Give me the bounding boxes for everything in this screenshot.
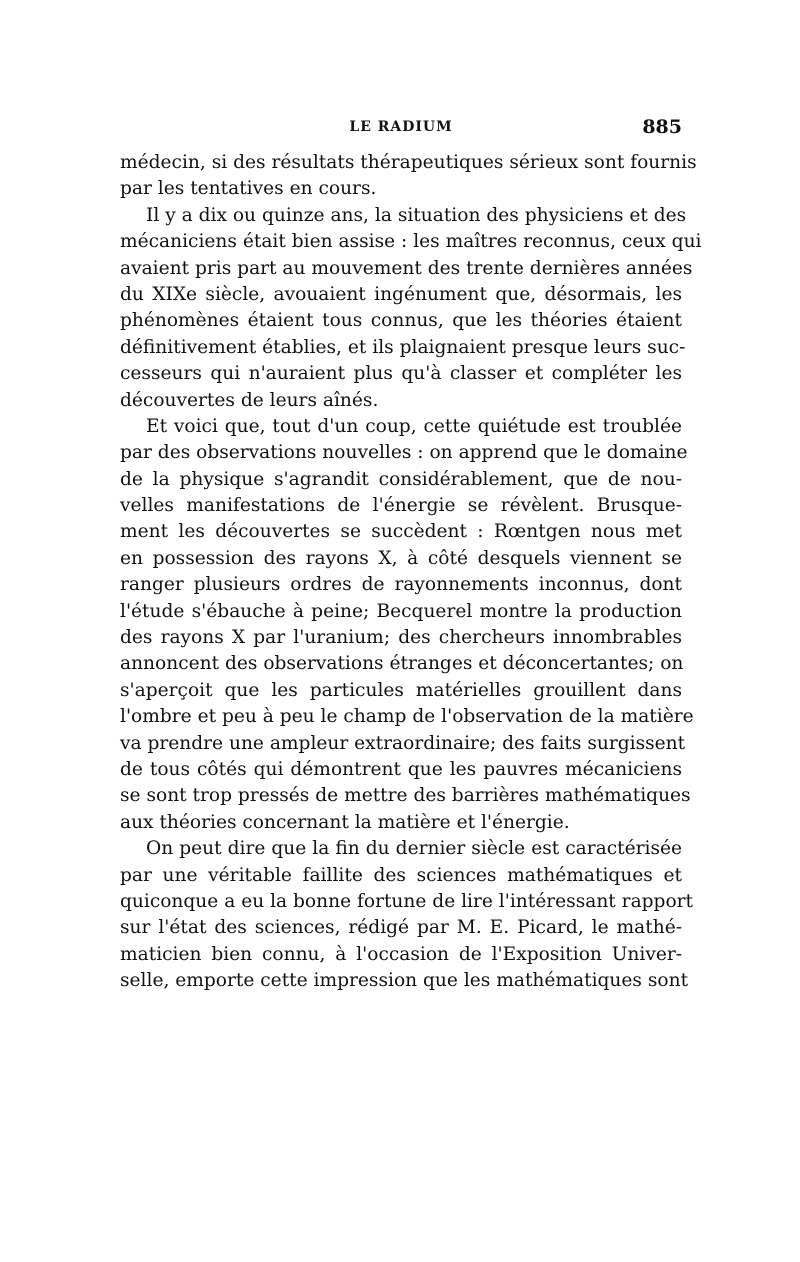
text-line: de tous côtés qui démontrent que les pauvres mécaniciens bbox=[120, 758, 682, 780]
text-line: définitivement établies, et ils plaignaient presque leurs suc- bbox=[120, 336, 686, 358]
text-line: du XIXe siècle, avouaient ingénument que, désormais, les bbox=[120, 283, 682, 305]
text-line: va prendre une ampleur extraordinaire; des faits surgissent bbox=[120, 732, 686, 754]
text-line: par les tentatives en cours. bbox=[120, 178, 377, 200]
text-line: découvertes de leurs aînés. bbox=[120, 389, 379, 411]
text-line: velles manifestations de l'énergie se révèlent. Brusque- bbox=[120, 495, 682, 517]
text-line: cesseurs qui n'auraient plus qu'à classer et compléter les bbox=[120, 363, 682, 385]
text-line: Il y a dix ou quinze ans, la situation des physiciens et des bbox=[146, 204, 687, 226]
text-line: par des observations nouvelles : on apprend que le domaine bbox=[120, 442, 688, 464]
text-line: phénomènes étaient tous connus, que les théories étaient bbox=[120, 310, 682, 332]
text-line: avaient pris part au mouvement des trente dernières années bbox=[120, 257, 693, 279]
text-line: s'aperçoit que les particules matérielles grouillent dans bbox=[120, 679, 682, 701]
text-line: ranger plusieurs ordres de rayonnements inconnus, dont bbox=[120, 574, 682, 596]
text-line: Et voici que, tout d'un coup, cette quiétude est troublée bbox=[146, 415, 682, 437]
text-line: quiconque a eu la bonne fortune de lire l'intéressant rapport bbox=[120, 890, 694, 912]
running-title: LE RADIUM bbox=[349, 119, 453, 135]
text-line: On peut dire que la fin du dernier siècle est caractérisée bbox=[146, 838, 682, 860]
body-text bbox=[120, 150, 702, 995]
text-line: de la physique s'agrandit considérablement, que de nou- bbox=[120, 468, 682, 490]
text-line: se sont trop pressés de mettre des barrières mathématiques bbox=[120, 785, 691, 807]
page-number: 885 bbox=[642, 116, 682, 138]
text-line: l'ombre et peu à peu le champ de l'observation de la matière bbox=[120, 706, 694, 728]
text-line: en possession des rayons X, à côté desquels viennent se bbox=[120, 547, 682, 569]
text-line: sur l'état des sciences, rédigé par M. E. Picard, le mathé- bbox=[120, 917, 682, 939]
text-line: des rayons X par l'uranium; des chercheurs innombrables bbox=[120, 627, 682, 649]
text-line: annoncent des observations étranges et déconcertantes; on bbox=[120, 653, 684, 675]
text-line: selle, emporte cette impression que les mathématiques sont bbox=[120, 970, 689, 992]
text-line: maticien bien connu, à l'occasion de l'Exposition Univer- bbox=[120, 943, 682, 965]
text-line: par une véritable faillite des sciences mathématiques et bbox=[120, 864, 682, 886]
page-header bbox=[120, 116, 682, 140]
text-line: ment les découvertes se succèdent : Rœntgen nous met bbox=[120, 521, 682, 543]
text-line: mécaniciens était bien assise : les maîtres reconnus, ceux qui bbox=[120, 231, 702, 253]
text-line: aux théories concernant la matière et l'énergie. bbox=[120, 811, 570, 833]
text-line: l'étude s'ébauche à peine; Becquerel montre la production bbox=[120, 600, 682, 622]
text-line: médecin, si des résultats thérapeutiques sérieux sont fournis bbox=[120, 152, 697, 173]
